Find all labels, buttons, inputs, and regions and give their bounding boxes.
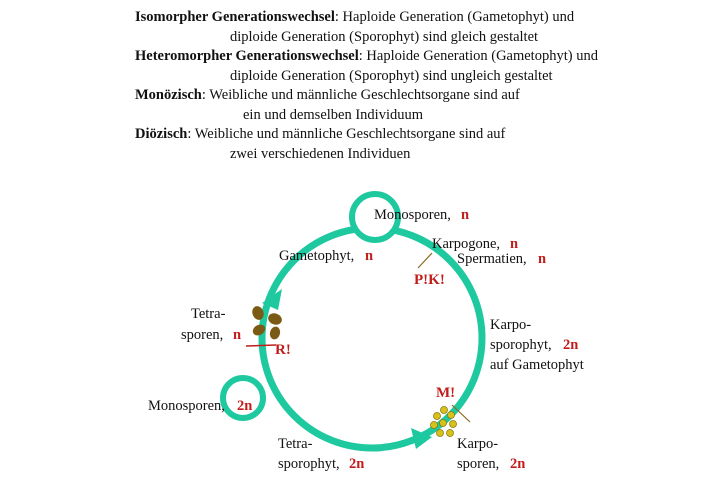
ploidy-karposporophyt: 2n (563, 337, 579, 353)
ploidy-tetrasporen: n (233, 327, 242, 343)
def-monozisch-line1: : Weibliche und männliche Geschlechtsorgane sind auf (201, 87, 520, 103)
carpospore (447, 430, 454, 437)
term-isomorph: Isomorpher Generationswechsel (135, 9, 335, 25)
carpospore (448, 412, 455, 419)
label-karposporophyt-2: sporophyt, (490, 337, 552, 353)
def-diozisch-line1: : Weibliche und männliche Geschlechtsorgane sind auf (187, 126, 506, 142)
label-karposporophyt-1: Karpo- (490, 317, 532, 333)
carpospore (437, 430, 444, 437)
label-monosporen-left: Monosporen, (148, 398, 225, 414)
ploidy-spermatien: n (538, 251, 547, 267)
r-marker-line (246, 345, 276, 346)
label-tetrasporen-2: sporen, (181, 327, 224, 343)
ploidy-karpogone: n (510, 236, 519, 252)
mark-pk: P!K! (414, 272, 445, 288)
label-karpogone: Karpogone, (432, 236, 501, 252)
ploidy-karposporen: 2n (510, 456, 526, 472)
carpospore (450, 421, 457, 428)
def-isomorph-line1: : Haploide Generation (Gametophyt) und (334, 9, 575, 25)
term-heteromorph: Heteromorpher Generationswechsel (135, 48, 359, 64)
label-spermatien: Spermatien, (457, 251, 527, 267)
tetraspore (268, 325, 281, 340)
label-tetrasporophyt-1: Tetra- (278, 436, 313, 452)
carpospore (441, 407, 448, 414)
label-tetrasporophyt-2: sporophyt, (278, 456, 340, 472)
ploidy-monosporen-left: 2n (237, 398, 253, 414)
mark-r: R! (275, 342, 291, 358)
label-karposporen-1: Karpo- (457, 436, 499, 452)
ploidy-monosporen-top: n (461, 207, 470, 223)
pk-marker-line (418, 253, 432, 268)
tetraspore (267, 311, 284, 326)
carpospore (431, 422, 438, 429)
term-monozisch: Monözisch (135, 87, 202, 103)
label-tetrasporen-1: Tetra- (191, 306, 226, 322)
ploidy-gametophyt: n (365, 248, 374, 264)
term-diozisch: Diözisch (135, 126, 188, 142)
label-monosporen-top: Monosporen, (374, 207, 451, 223)
ploidy-tetrasporophyt: 2n (349, 456, 365, 472)
def-monozisch-line2: ein und demselben Individuum (243, 106, 424, 123)
def-isomorph-line2: diploide Generation (Sporophyt) sind gleich gestaltet (230, 28, 539, 45)
def-heteromorph-line1: : Haploide Generation (Gametophyt) und (358, 48, 598, 64)
label-gametophyt: Gametophyt, (279, 248, 355, 264)
label-karposporophyt-3: auf Gametophyt (490, 357, 584, 373)
def-diozisch-line2: zwei verschiedenen Individuen (230, 145, 411, 162)
label-karposporen-2: sporen, (457, 456, 500, 472)
carpospore (434, 413, 441, 420)
mark-m: M! (436, 385, 456, 401)
def-heteromorph-line2: diploide Generation (Sporophyt) sind ungleich gestaltet (230, 67, 553, 84)
carpospore (440, 420, 447, 427)
